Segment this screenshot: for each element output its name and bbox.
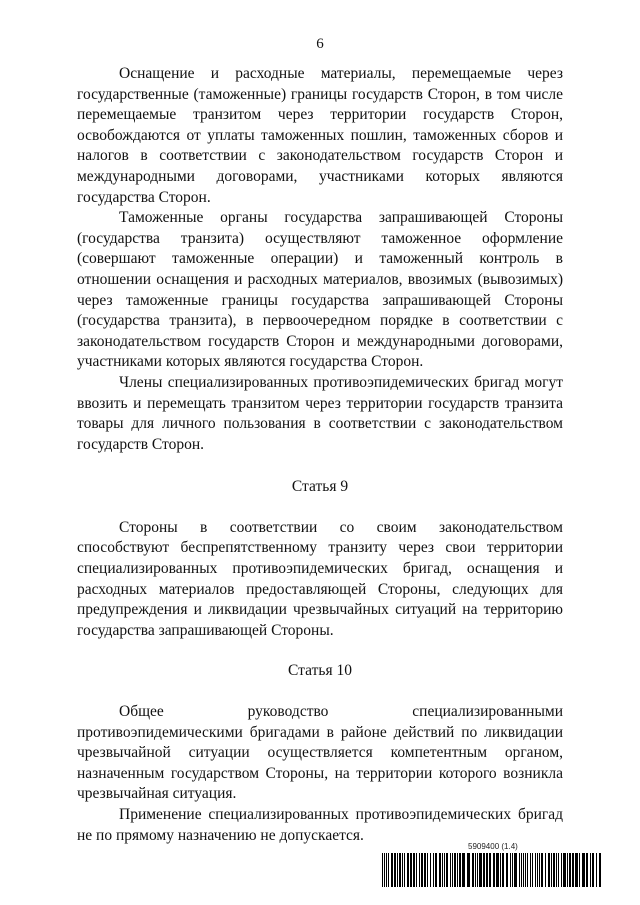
article-10-paragraph-1: Общее руководство специализированными противоэпидемическими бригадами в районе действий по ликвидации чрезвычайной ситуации осуществляется компетентным органом, назначенным государством Стороны, на территории которого возникла чрезвычайная ситуация. — [77, 703, 563, 803]
article-10-heading: Статья 10 — [288, 662, 352, 680]
document-body — [77, 64, 563, 846]
article-10-paragraph-2: Применение специализированных противоэпидемических бригад не по прямому назначению не допускается. — [77, 806, 563, 844]
document-barcode — [382, 842, 604, 890]
barcode-code: 5909400 (1.4) — [468, 842, 518, 851]
article-9-heading: Статья 9 — [291, 478, 349, 496]
barcode-icon — [382, 853, 604, 887]
article-9-paragraph: Стороны в соответствии со своим законодательством способствуют беспрепятственному транзиту через свои территории специализированных противоэпидемических бригад, оснащения и расходных материалов предоставляющей Стороны, следующих для предупреждения и ликвидации чрезвычайных ситуаций на территорию государства запрашивающей Стороны. — [77, 518, 563, 639]
page-number: 6 — [316, 36, 324, 52]
paragraph-equipment-customs: Оснащение и расходные материалы, перемещаемые через государственные (таможенные) границы государств Сторон, в том числе перемещаемые транзитом через территории государств Сторон, освобождаются от уплаты таможенных пошлин, таможенных сборов и налогов в соответствии с законодательством государств Сторон и международными договорами, участниками которых являются государства Сторон. — [77, 65, 563, 206]
paragraph-personal-goods: Члены специализированных противоэпидемических бригад могут ввозить и перемещать транзитом через территории государств транзита товары для личного пользования в соответствии с законодательством государств Сторон. — [77, 373, 563, 453]
paragraph-customs-authorities: Таможенные органы государства запрашивающей Стороны (государства транзита) осуществляют таможенное оформление (совершают таможенные операции) и таможенный контроль в отношении оснащения и расходных материалов, ввозимых (вывозимых) через таможенные границы государства запрашивающей Стороны (государства транзита), в первоочередном порядке в соответствии с законодательством государств Сторон и международными договорами, участниками которых являются государства Сторон. — [77, 209, 563, 371]
